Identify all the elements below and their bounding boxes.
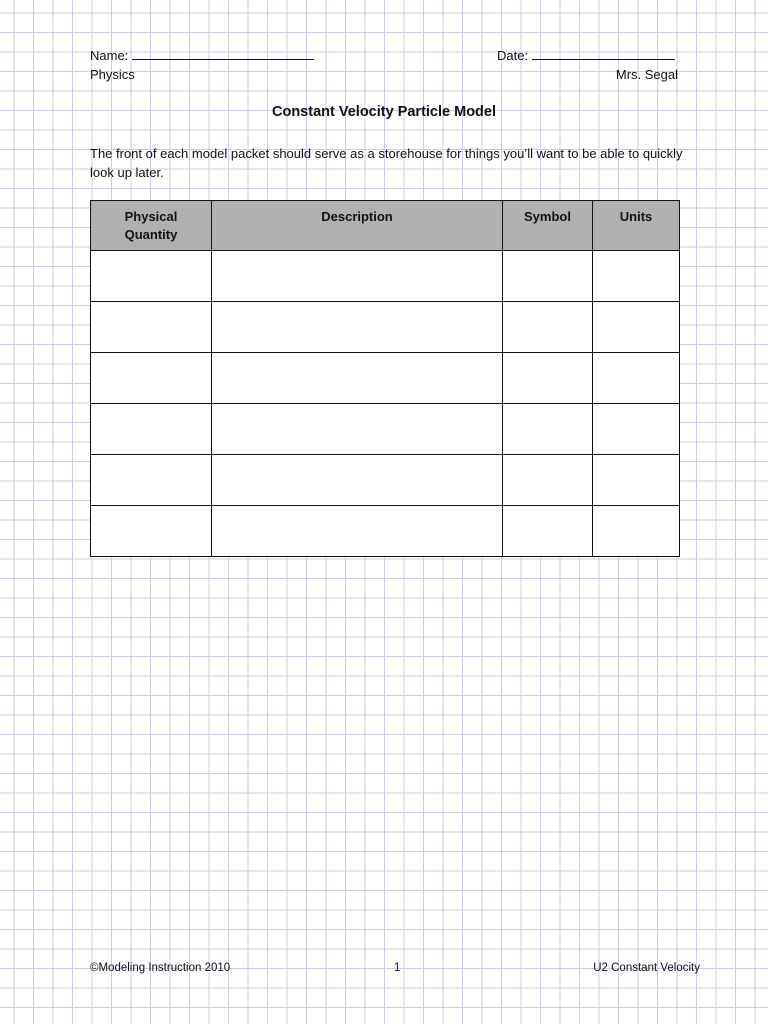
cell-symbol[interactable] [503,404,593,455]
cell-description[interactable] [212,251,503,302]
date-label: Date: [497,48,529,63]
cell-physical-quantity[interactable] [91,302,212,353]
table-row [91,455,680,506]
table-row [91,404,680,455]
table-row [91,353,680,404]
cell-symbol[interactable] [503,353,593,404]
header-label-line1: Description [321,209,393,224]
cell-symbol[interactable] [503,455,593,506]
footer-page-number: 1 [394,962,401,974]
name-label: Name: [90,48,129,63]
page-title: Constant Velocity Particle Model [272,104,496,120]
name-blank-line[interactable] [132,48,314,60]
table-row [91,251,680,302]
date-blank-line[interactable] [532,48,675,60]
header-label-line1: Symbol [524,209,571,224]
cell-units[interactable] [593,506,680,557]
header-symbol [503,201,593,251]
cell-physical-quantity[interactable] [91,506,212,557]
cell-symbol[interactable] [503,302,593,353]
header-label-line2: Quantity [124,227,178,242]
cell-units[interactable] [593,251,680,302]
header-units [593,201,680,251]
course-name: Physics [90,67,135,82]
header-description [212,201,503,251]
cell-description[interactable] [212,404,503,455]
cell-symbol[interactable] [503,506,593,557]
header-physical-quantity [91,201,212,251]
name-field[interactable] [90,48,314,64]
header-label-line1: Physical [124,209,178,224]
teacher-name: Mrs. Segal [615,67,678,82]
cell-units[interactable] [593,404,680,455]
cell-description[interactable] [212,353,503,404]
cell-symbol[interactable] [503,251,593,302]
model-table [90,200,680,557]
table-row [91,506,680,557]
cell-physical-quantity[interactable] [91,455,212,506]
footer-copyright: ©Modeling Instruction 2010 [90,962,231,974]
cell-units[interactable] [593,353,680,404]
date-field[interactable] [497,48,675,64]
table-row [91,302,680,353]
cell-description[interactable] [212,302,503,353]
intro-paragraph: The front of each model packet should serve as a storehouse for things you’ll want to be able to quickly look up later. [90,146,683,180]
cell-physical-quantity[interactable] [91,404,212,455]
cell-physical-quantity[interactable] [91,353,212,404]
cell-units[interactable] [593,302,680,353]
footer-unit: U2 Constant Velocity [593,962,700,974]
cell-description[interactable] [212,506,503,557]
cell-physical-quantity[interactable] [91,251,212,302]
header-label-line1: Units [619,209,653,224]
cell-units[interactable] [593,455,680,506]
table-header-row [91,201,680,251]
cell-description[interactable] [212,455,503,506]
